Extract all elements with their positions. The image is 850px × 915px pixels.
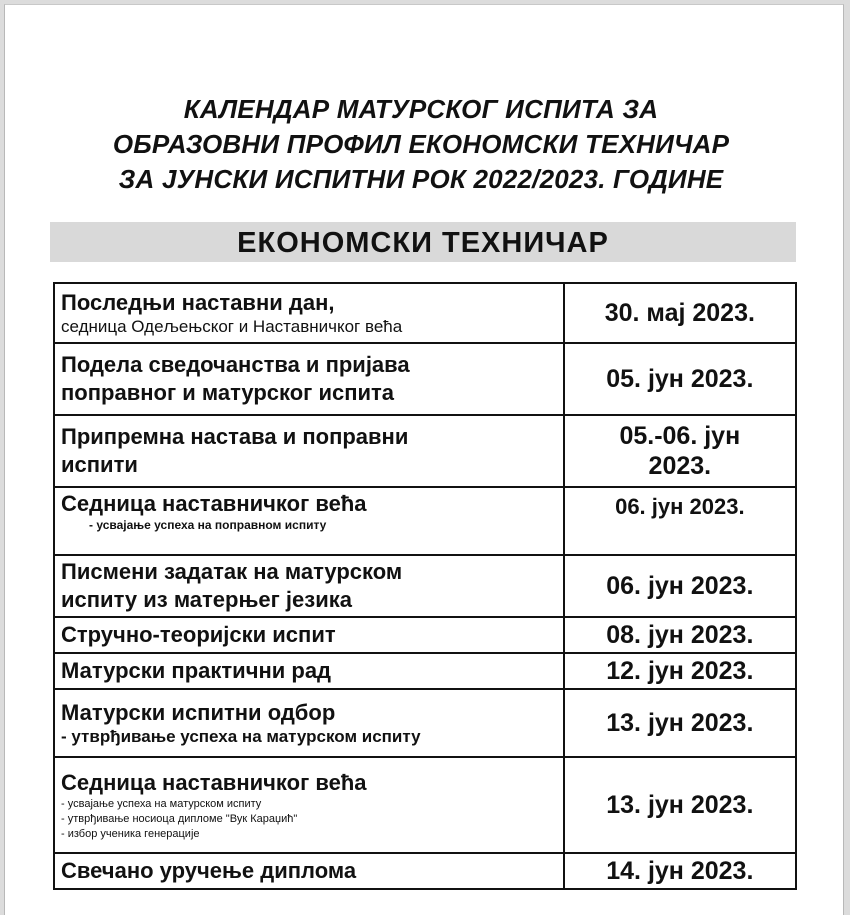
schedule-table (53, 282, 797, 890)
row-description (54, 343, 564, 415)
row-title: Подела сведочанства и пријава (61, 352, 410, 377)
row-date: 08. јун 2023. (564, 617, 796, 653)
row-subtitle: - утврђивање успеха на матурском испиту (61, 727, 421, 746)
row-note: - усвајање успеха на поправном испиту (61, 518, 557, 533)
row-subtitle: седница Одељењског и Наставничког већа (61, 317, 403, 336)
section-heading: ЕКОНОМСКИ ТЕХНИЧАР (50, 222, 796, 262)
table-row (54, 653, 796, 689)
table-row (54, 283, 796, 343)
row-title: Седница наставничког већа (61, 769, 367, 795)
table-row (54, 757, 796, 853)
table-row (54, 555, 796, 617)
title-line: ОБРАЗОВНИ ПРОФИЛ ЕКОНОМСКИ ТЕХНИЧАР (112, 129, 730, 159)
row-notes (61, 518, 557, 533)
row-title-line-2: испиту из матерњег језика (61, 587, 352, 612)
row-description (54, 415, 564, 487)
row-note: - усвајање успеха на матурском испиту (61, 797, 557, 812)
row-title-line-2: поправног и матурског испита (61, 380, 395, 405)
table-row (54, 853, 796, 889)
row-description (54, 757, 564, 853)
table-row (54, 617, 796, 653)
row-title-line-2: испити (61, 452, 138, 477)
row-note: - избор ученика генерације (61, 827, 557, 842)
row-description (54, 487, 564, 555)
row-title: Матурски практични рад (61, 658, 332, 683)
row-title: Писмени задатак на матурском (61, 559, 403, 584)
table-row (54, 415, 796, 487)
row-description (54, 555, 564, 617)
row-title: Последњи наставни дан, (61, 290, 335, 315)
row-date-line: 2023. (648, 452, 712, 480)
title-line: КАЛЕНДАР МАТУРСКОГ ИСПИТА ЗА (183, 94, 659, 124)
row-title: Свечано уручење диплома (61, 858, 357, 883)
row-date: 14. јун 2023. (564, 853, 796, 889)
row-description (54, 283, 564, 343)
row-title: Стручно-теоријски испит (61, 622, 336, 647)
row-title: Припремна настава и поправни (61, 424, 409, 449)
row-title: Матурски испитни одбор (61, 700, 336, 725)
row-note: - утврђивање носиоца дипломе "Вук Караџић" (61, 812, 557, 827)
title-line: ЗА ЈУНСКИ ИСПИТНИ РОК 2022/2023. ГОДИНЕ (118, 164, 724, 194)
table-row (54, 343, 796, 415)
row-description (54, 653, 564, 689)
row-date-line: 05.-06. јун (619, 422, 741, 450)
row-date: 05. јун 2023. (564, 343, 796, 415)
table-row (54, 689, 796, 757)
row-date: 12. јун 2023. (564, 653, 796, 689)
row-date: 30. мај 2023. (564, 283, 796, 343)
table-row (54, 487, 796, 555)
document-title (0, 92, 846, 197)
row-description (54, 853, 564, 889)
row-date: 06. јун 2023. (564, 555, 796, 617)
row-title: Седница наставничког већа (61, 491, 367, 516)
row-date: 13. јун 2023. (564, 757, 796, 853)
row-description (54, 689, 564, 757)
row-date: 13. јун 2023. (564, 689, 796, 757)
row-date (564, 415, 796, 487)
row-date: 06. јун 2023. (564, 487, 796, 555)
row-description (54, 617, 564, 653)
row-notes (61, 797, 557, 842)
